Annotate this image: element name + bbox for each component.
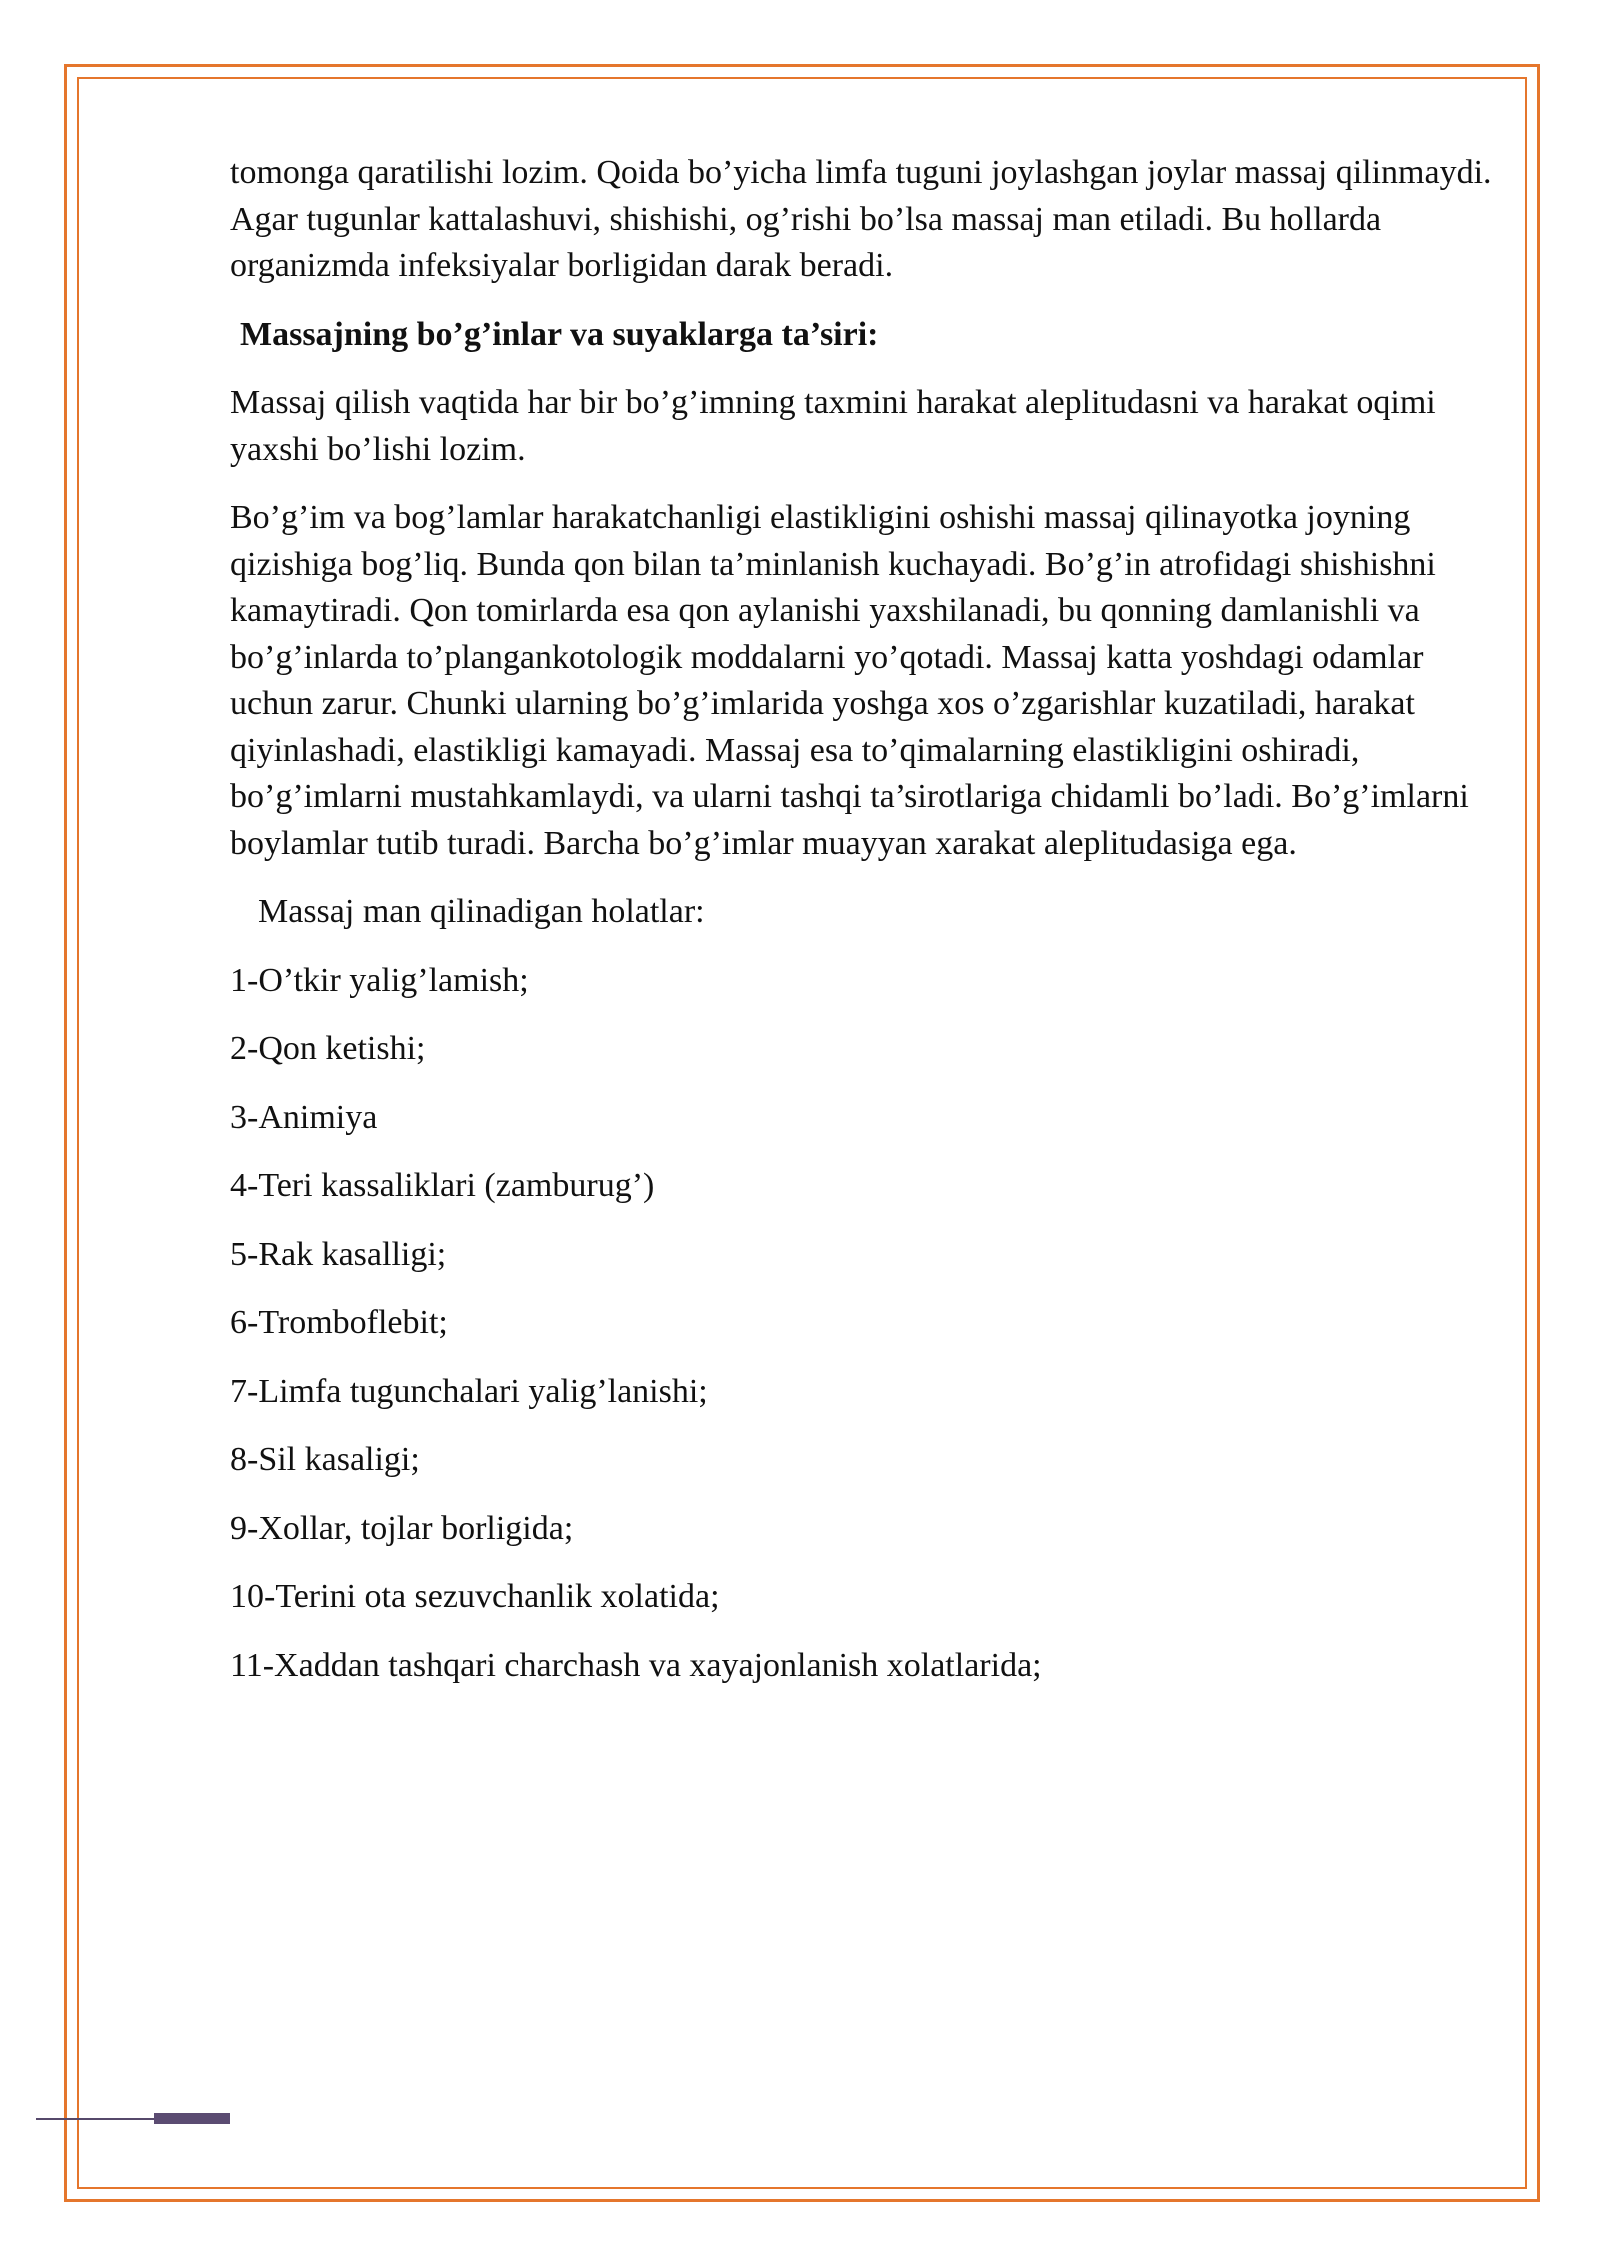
list-item: 6-Tromboflebit;	[230, 1304, 448, 1341]
footer-rule	[36, 2118, 154, 2120]
footer-accent-bar	[154, 2113, 230, 2124]
list-item: 9-Xollar, tojlar borligida;	[230, 1509, 574, 1547]
list-item: 2-Qon ketishi;	[230, 1030, 426, 1067]
list-heading: Massaj man qilinadigan holatlar:	[258, 893, 705, 930]
list-item: 11-Xaddan tashqari charchash va xayajonlanish xolatlarida;	[230, 1646, 1042, 1684]
list-item: 5-Rak kasalligi;	[230, 1235, 447, 1273]
section-heading: Massajning bo’g’inlar va suyaklarga ta’siri:	[240, 315, 879, 353]
document-body	[230, 150, 1495, 1711]
paragraph-intro: tomonga qaratilishi lozim. Qoida bo’yicha limfa tuguni joylashgan joylar massaj qilinmaydi. Agar tugunlar kattalashuvi, shishishi, og’rishi bo’lsa massaj man etiladi. Bu hollarda organizmda infeksiyalar borligidan darak beradi.	[230, 154, 1492, 284]
contraindications-list	[230, 958, 1495, 1690]
paragraph-1: Massaj qilish vaqtida har bir bo’g’imning taxmini harakat aleplitudasni va harakat oqimi yaxshi bo’lishi lozim.	[230, 384, 1436, 468]
paragraph-2: Bo’g’im va bog’lamlar harakatchanligi elastikligini oshishi massaj qilinayotka joyning qizishiga bog’liq. Bunda qon bilan ta’minlanish kuchayadi. Bo’g’in atrofidagi shishishni kamaytiradi. Qon tomirlarda esa qon aylanishi yaxshilanadi, bu qonning damlanishli va bo’g’inlarda to’plangankotologik moddalarni yo’qotadi. Massaj katta yoshdagi odamlar uchun zarur. Chunki ularning bo’g’imlarida yoshga xos o’zgarishlar kuzatiladi, harakat qiyinlashadi, elastikligi kamayadi. Massaj esa to’qimalarning elastikligini oshiradi, bo’g’imlarni mustahkamlaydi, va ularni tashqi ta’sirotlariga chidamli bo’ladi. Bo’g’imlarni boylamlar tutib turadi. Barcha bo’g’imlar muayyan xarakat aleplitudasiga ega.	[230, 499, 1469, 862]
list-item: 10-Terini ota sezuvchanlik xolatida;	[230, 1578, 720, 1615]
list-item: 1-O’tkir yalig’lamish;	[230, 961, 529, 999]
list-item: 3-Animiya	[230, 1098, 378, 1136]
list-item: 8-Sil kasaligi;	[230, 1441, 420, 1478]
list-item: 7-Limfa tugunchalari yalig’lanishi;	[230, 1372, 708, 1410]
list-item: 4-Teri kassaliklari (zamburug’)	[230, 1167, 655, 1204]
